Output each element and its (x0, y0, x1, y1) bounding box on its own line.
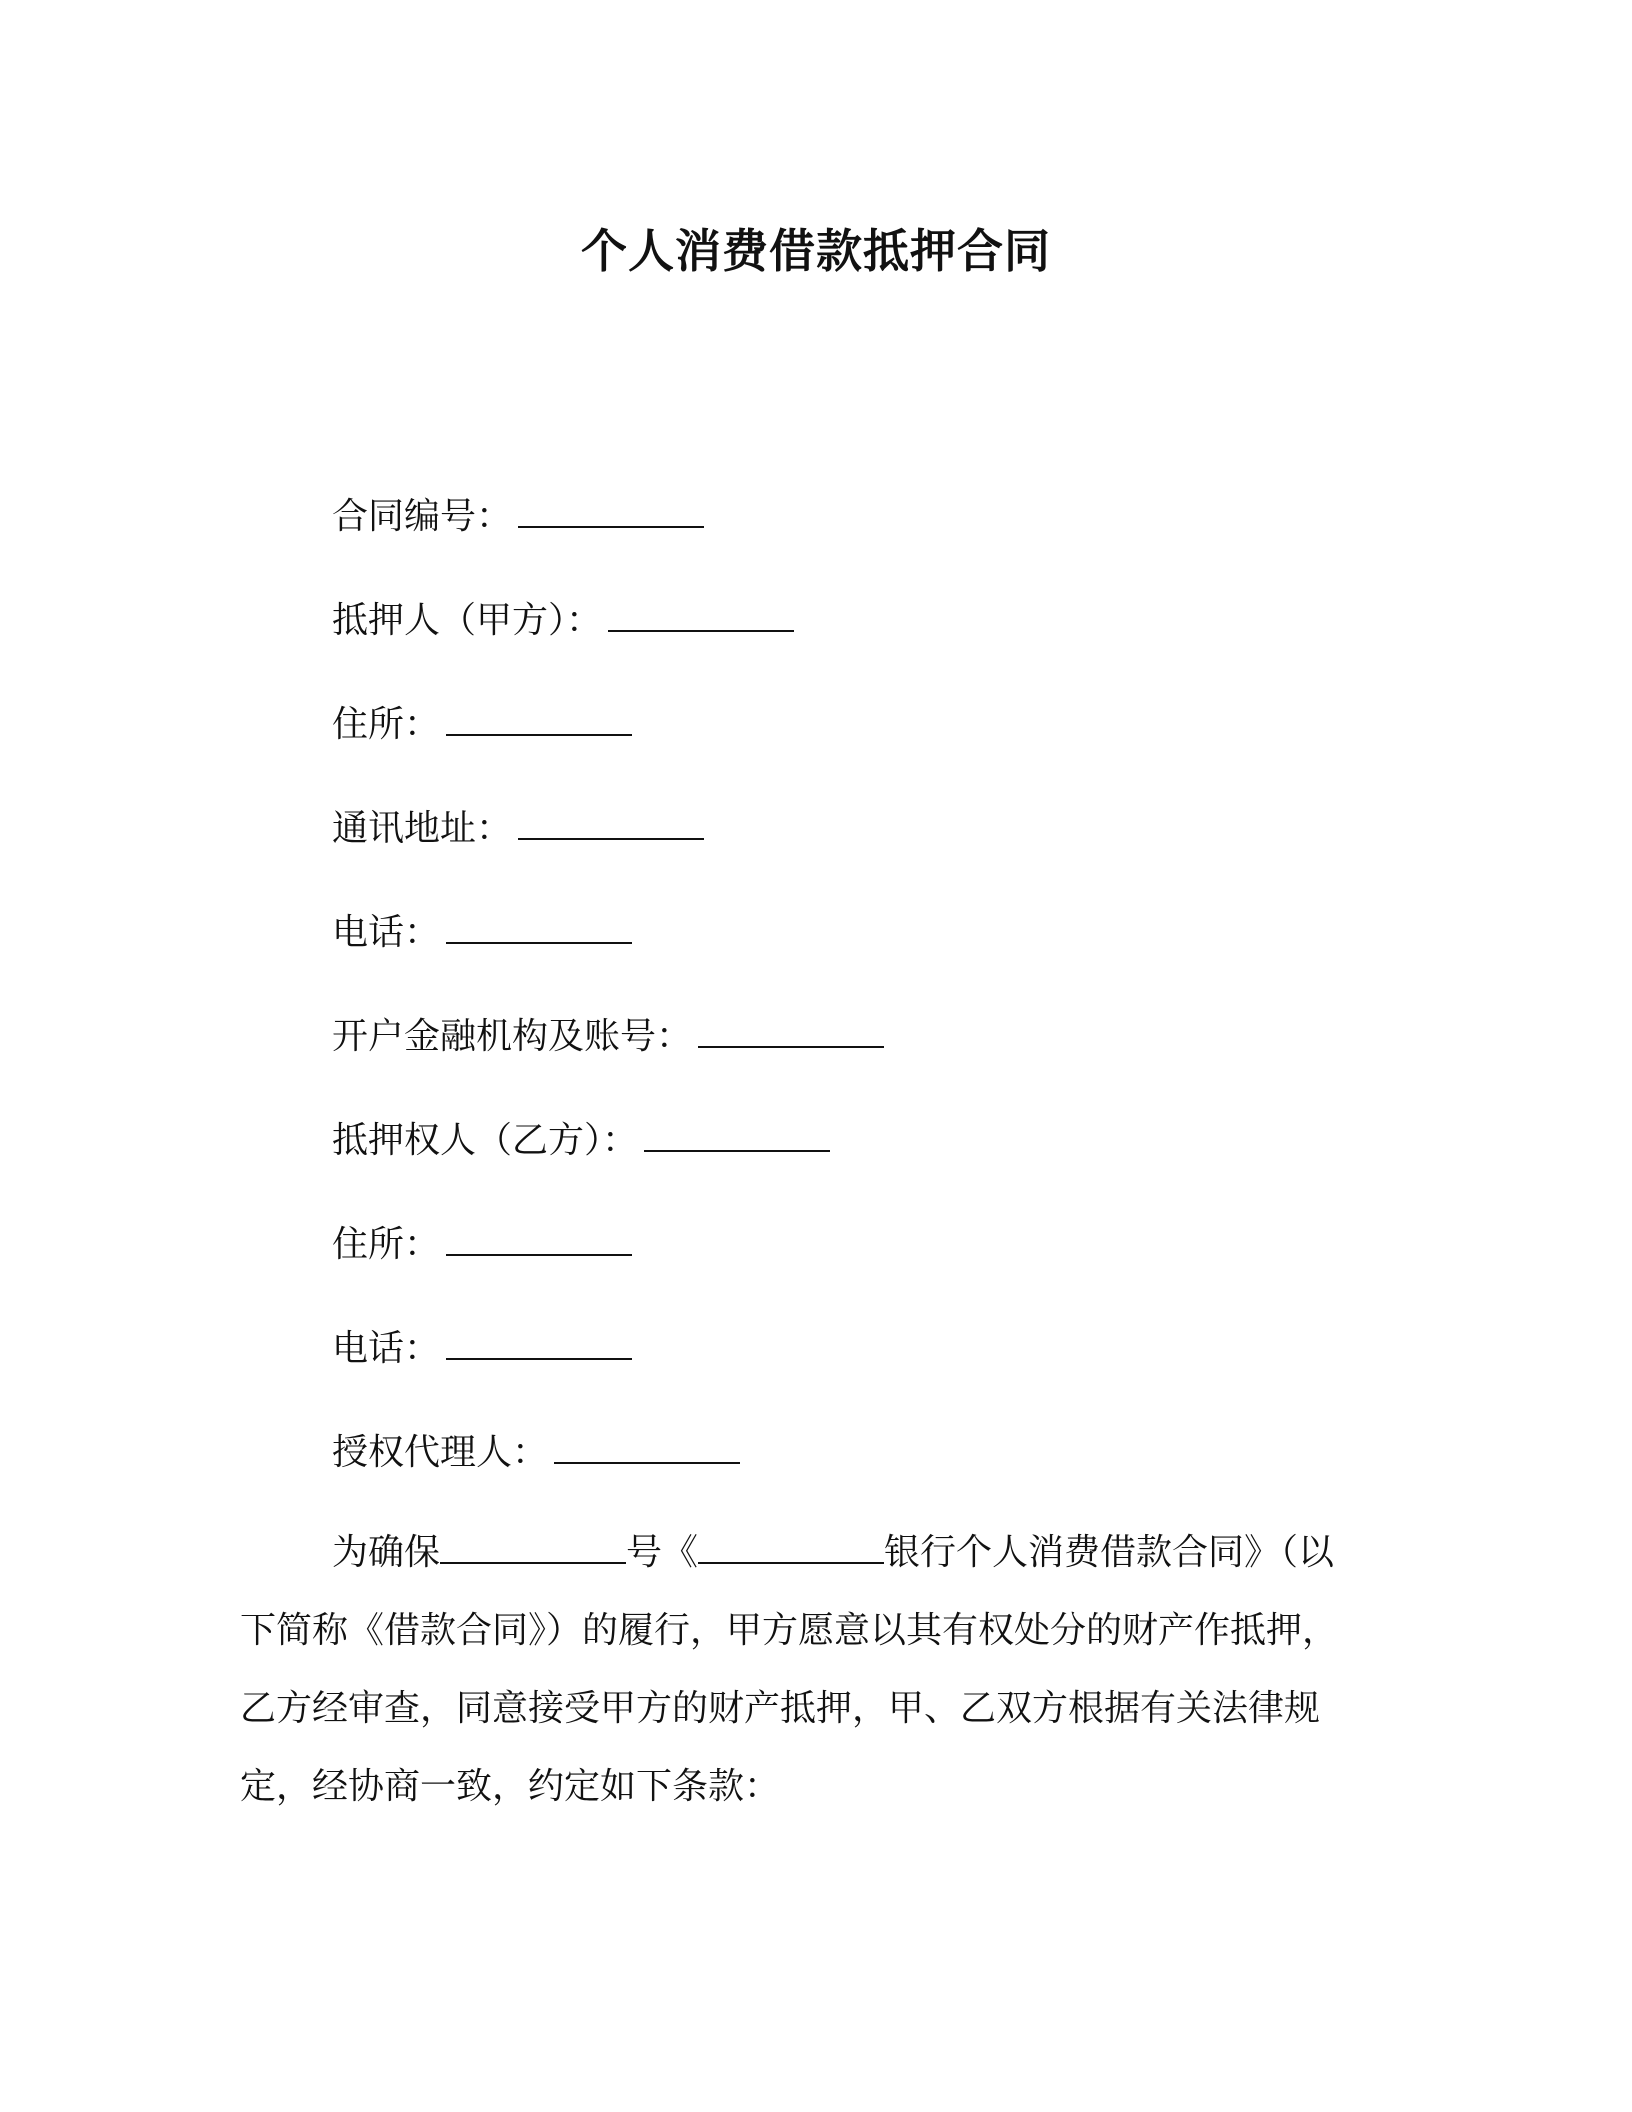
mortgagor-phone-blank[interactable] (446, 906, 632, 944)
bank-account-field (332, 1007, 884, 1067)
field-label: 开户金融机构及账号： (332, 1016, 693, 1057)
mailing-address-field (332, 799, 704, 859)
contract-number-blank[interactable] (518, 490, 704, 528)
mortgagee-phone-field (332, 1319, 632, 1379)
field-label: 抵押权人（乙方）： (332, 1120, 639, 1161)
bank-name-blank[interactable] (698, 1528, 884, 1564)
mortgagee-residence-field (332, 1215, 632, 1275)
document-title: 个人消费借款抵押合同 (581, 224, 1051, 278)
preamble-line: 乙方经审查，同意接受甲方的财产抵押，甲、乙双方根据有关法律规 (240, 1688, 1321, 1729)
field-label: 合同编号： (332, 496, 513, 537)
mortgagee-residence-blank[interactable] (446, 1218, 632, 1256)
field-label: 授权代理人： (332, 1432, 549, 1473)
preamble-text: 号《 (626, 1532, 699, 1573)
field-label: 通讯地址： (332, 808, 513, 849)
mortgagee-blank[interactable] (644, 1114, 830, 1152)
mortgagee-phone-blank[interactable] (446, 1322, 632, 1360)
loan-contract-number-blank[interactable] (440, 1528, 626, 1564)
contract-number-field (332, 487, 704, 547)
field-label: 电话： (332, 1328, 441, 1369)
mortgagor-field (332, 591, 794, 651)
mortgagor-blank[interactable] (608, 594, 794, 632)
field-label: 抵押人（甲方）： (332, 600, 603, 641)
preamble-text: 为确保 (332, 1532, 441, 1573)
field-label: 住所： (332, 1224, 441, 1265)
preamble-text: 银行个人消费借款合同》（以 (884, 1532, 1335, 1573)
mailing-address-blank[interactable] (518, 802, 704, 840)
mortgagee-field (332, 1111, 830, 1171)
preamble-line (240, 1514, 1400, 1592)
preamble-paragraph (240, 1514, 1400, 1826)
field-label: 电话： (332, 912, 441, 953)
bank-account-blank[interactable] (698, 1010, 884, 1048)
mortgagor-residence-blank[interactable] (446, 698, 632, 736)
field-label: 住所： (332, 704, 441, 745)
authorized-agent-field (332, 1423, 740, 1483)
mortgagor-residence-field (332, 695, 632, 755)
preamble-line: 下简称《借款合同》）的履行，甲方愿意以其有权处分的财产作抵押， (240, 1610, 1339, 1651)
preamble-line: 定，经协商一致，约定如下条款： (240, 1766, 781, 1807)
mortgagor-phone-field (332, 903, 632, 963)
authorized-agent-blank[interactable] (554, 1426, 740, 1464)
